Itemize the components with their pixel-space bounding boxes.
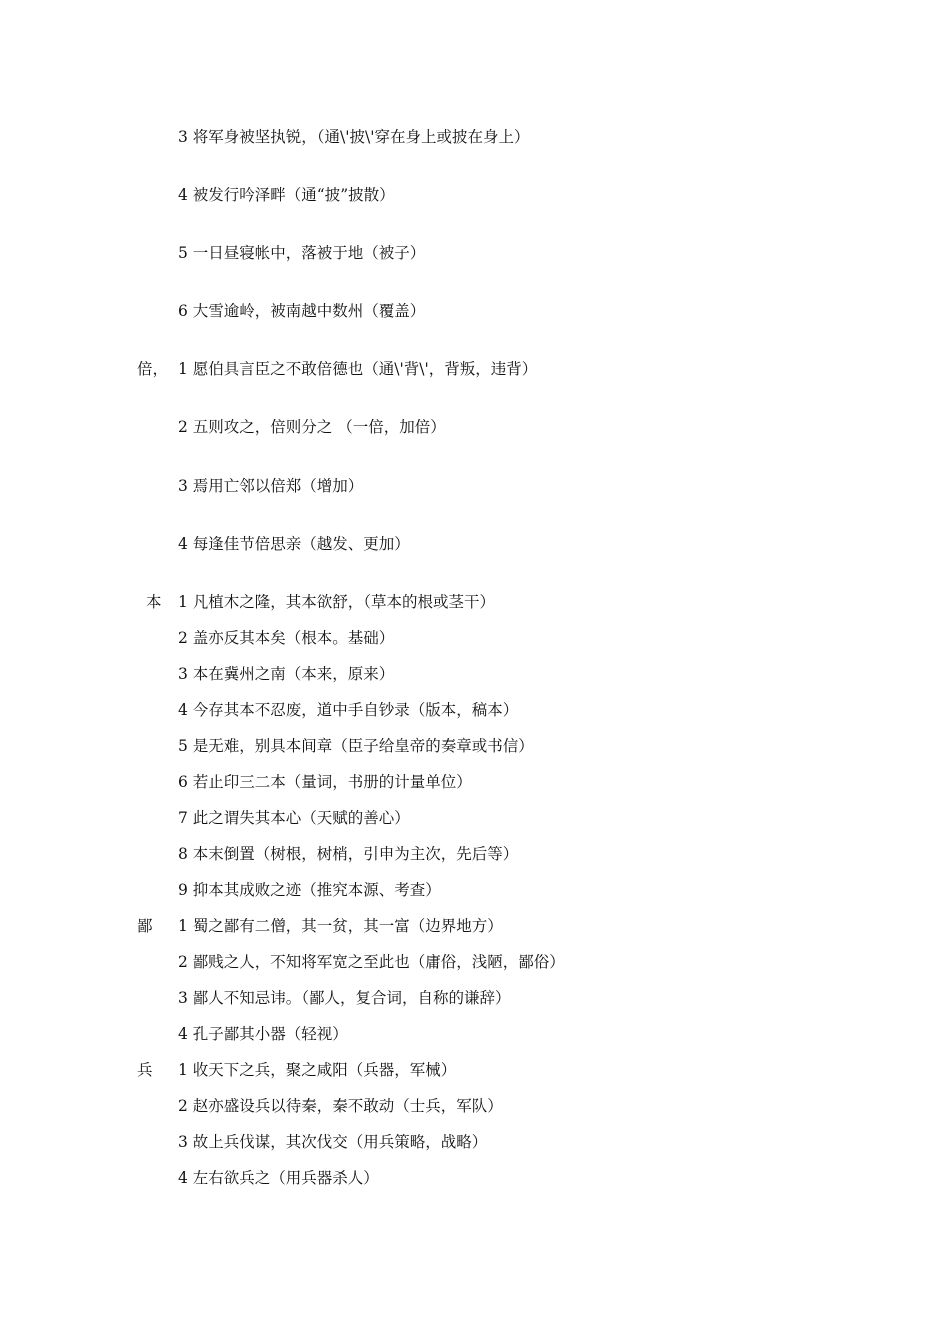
entry-text: 1 蜀之鄙有二僧，其一贫，其一富（边界地方） xyxy=(178,917,503,935)
entry-text: 3 本在冀州之南（本来，原来） xyxy=(178,665,395,683)
entry-text: 6 若止印三二本（量词，书册的计量单位） xyxy=(178,773,472,791)
entry-line xyxy=(0,842,950,866)
entry-line xyxy=(0,662,950,686)
entry-text: 4 今存其本不忍废，道中手自钞录（版本，稿本） xyxy=(178,701,519,719)
entry-text: 4 每逢佳节倍思亲（越发、更加） xyxy=(178,535,410,553)
entry-line xyxy=(0,1166,950,1190)
entry-headword: 兵 xyxy=(137,1061,153,1079)
entry-line xyxy=(0,806,950,830)
entry-line xyxy=(0,183,950,207)
entry-line xyxy=(0,914,950,938)
entry-line xyxy=(0,1130,950,1154)
entry-line xyxy=(0,357,950,381)
entry-line xyxy=(0,734,950,758)
entry-line xyxy=(0,474,950,498)
entry-text: 1 收天下之兵，聚之咸阳（兵器，军械） xyxy=(178,1061,457,1079)
entry-line xyxy=(0,415,950,439)
entry-line xyxy=(0,986,950,1010)
entry-text: 2 赵亦盛设兵以待秦，秦不敢动（士兵，军队） xyxy=(178,1097,503,1115)
entry-text: 7 此之谓失其本心（天赋的善心） xyxy=(178,809,410,827)
entry-line xyxy=(0,125,950,149)
entry-line xyxy=(0,878,950,902)
entry-headword: 鄙 xyxy=(137,917,153,935)
entry-headword: 倍， xyxy=(137,360,169,378)
entry-text: 4 左右欲兵之（用兵器杀人） xyxy=(178,1169,379,1187)
entry-line xyxy=(0,241,950,265)
entry-line xyxy=(0,299,950,323)
entry-line xyxy=(0,590,950,614)
entry-text: 3 故上兵伐谋，其次伐交（用兵策略，战略） xyxy=(178,1133,488,1151)
entry-text: 3 鄙人不知忌讳。（鄙人，复合词，自称的谦辞） xyxy=(178,989,511,1007)
entry-text: 4 被发行吟泽畔（通“披”披散） xyxy=(178,186,395,204)
entry-text: 4 孔子鄙其小器（轻视） xyxy=(178,1025,348,1043)
entry-line xyxy=(0,1094,950,1118)
entry-line xyxy=(0,1022,950,1046)
entry-text: 2 盖亦反其本矣（根本。基础） xyxy=(178,629,395,647)
entry-line xyxy=(0,532,950,556)
entry-line xyxy=(0,626,950,650)
entry-text: 5 是无难，别具本间章（臣子给皇帝的奏章或书信） xyxy=(178,737,534,755)
entry-text: 5 一日昼寝帐中，落被于地（被子） xyxy=(178,244,426,262)
entry-text: 6 大雪逾岭，被南越中数州（覆盖） xyxy=(178,302,426,320)
entry-text: 1 凡植木之隆，其本欲舒，（草本的根或茎干） xyxy=(178,593,496,611)
entry-text: 2 五则攻之，倍则分之 （一倍，加倍） xyxy=(178,418,446,436)
entry-text: 3 焉用亡邻以倍郑（增加） xyxy=(178,477,364,495)
entry-line xyxy=(0,950,950,974)
entry-text: 3 将军身被坚执锐，（通\'披\'穿在身上或披在身上） xyxy=(178,128,530,146)
entry-line xyxy=(0,698,950,722)
entry-line xyxy=(0,770,950,794)
entry-line xyxy=(0,1058,950,1082)
entry-text: 1 愿伯具言臣之不敢倍德也（通\'背\'，背叛，违背） xyxy=(178,360,538,378)
entry-text: 8 本末倒置（树根，树梢，引申为主次，先后等） xyxy=(178,845,519,863)
entry-text: 9 抑本其成败之迹（推究本源、考查） xyxy=(178,881,441,899)
entry-text: 2 鄙贱之人，不知将军宽之至此也（庸俗，浅陋，鄙俗） xyxy=(178,953,565,971)
entry-headword: 本 xyxy=(146,593,162,611)
